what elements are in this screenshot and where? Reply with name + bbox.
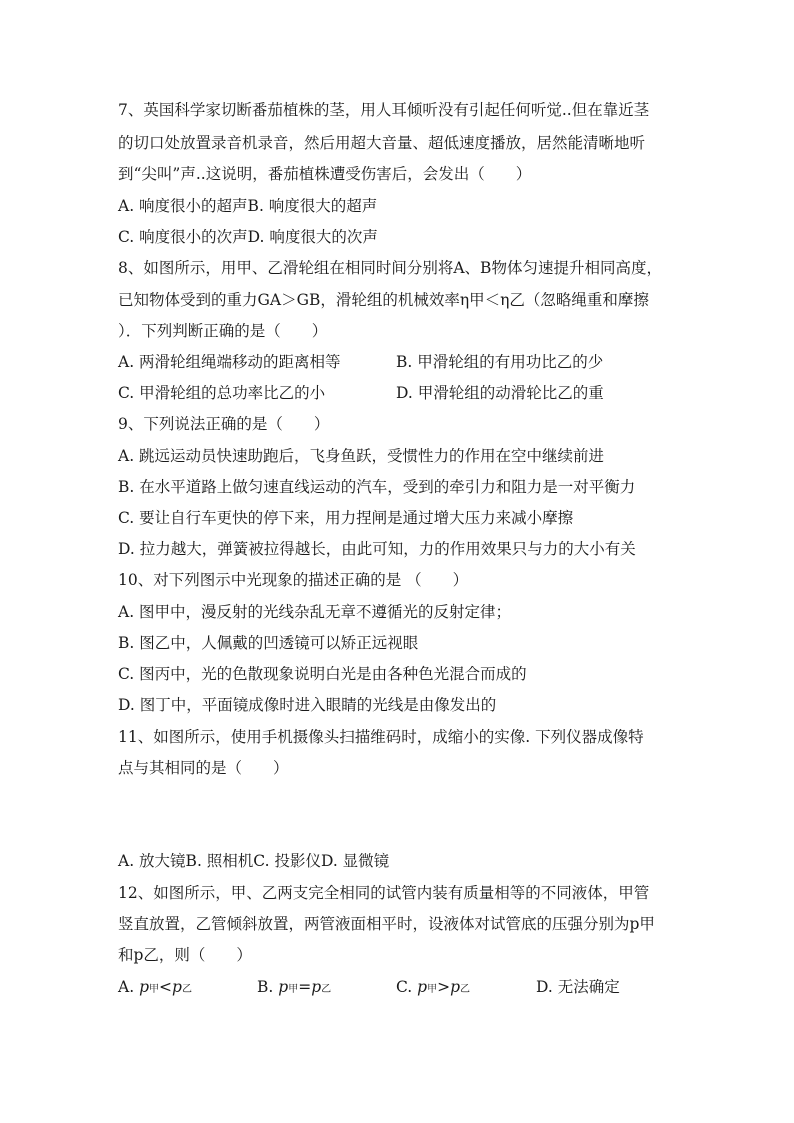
- q7-option-cd: C. 响度很小的次声D. 响度很大的次声: [118, 228, 378, 246]
- q8-line-3: ）．下列判断正确的是（ ）: [118, 322, 328, 340]
- q7-option-ab: A. 响度很小的超声B. 响度很大的超声: [118, 197, 378, 215]
- q10-option-c: C. 图丙中，光的色散现象说明白光是由各种色光混合而成的: [118, 665, 527, 683]
- q12-option-a-sub2: 乙: [181, 984, 192, 995]
- q8-option-d: D. 甲滑轮组的动滑轮比乙的重: [396, 384, 604, 402]
- q12-option-b-relation: =: [298, 978, 312, 996]
- q9-option-d: D. 拉力越大，弹簧被拉得越长，由此可知，力的作用效果只与力的大小有关: [118, 540, 636, 558]
- q12-line-2: 竖直放置，乙管倾斜放置，两管液面相平时，设液体对试管底的压强分别为p甲: [118, 915, 655, 933]
- q12-option-a-sub1: 甲: [149, 984, 159, 995]
- q9-option-c: C. 要让自行车更快的停下来，用力捏闸是通过增大压力来减小摩擦: [118, 509, 574, 527]
- q9-option-a: A. 跳远运动员快速助跑后，飞身鱼跃，受惯性力的作用在空中继续前进: [118, 447, 605, 465]
- q7-line-2: 的切口处放置录音机录音，然后用超大音量、超低速度播放，居然能清晰地听: [118, 134, 646, 152]
- q8-option-b: B. 甲滑轮组的有用功比乙的少: [396, 353, 604, 371]
- q12-option-c-sub1: 甲: [427, 984, 438, 995]
- q12-option-c: [396, 977, 470, 1000]
- q11-line-1: 11、如图所示，使用手机摄像头扫描维码时，成缩小的实像. 下列仪器成像特: [118, 728, 644, 746]
- q12-option-a: [118, 977, 192, 1000]
- q12-line-3: 和p乙，则（ ）: [118, 946, 252, 964]
- q9-line-1: 9、下列说法正确的是（ ）: [118, 415, 330, 433]
- q12-option-d: D. 无法确定: [536, 978, 620, 996]
- q11-options: A. 放大镜B. 照相机C. 投影仪D. 显微镜: [118, 852, 390, 870]
- q12-option-a-p1: p: [139, 978, 149, 996]
- q12-option-b-p2: p: [311, 978, 322, 996]
- q12-option-c-relation: >: [437, 978, 451, 996]
- q12-option-c-sub2: 乙: [460, 984, 471, 995]
- q10-option-a: A. 图甲中，漫反射的光线杂乱无章不遵循光的反射定律；: [118, 603, 512, 621]
- q9-option-b: B. 在水平道路上做匀速直线运动的汽车，受到的牵引力和阻力是一对平衡力: [118, 478, 636, 496]
- q10-line-1: 10、对下列图示中光现象的描述正确的是 （ ）: [118, 571, 469, 589]
- q12-option-a-p2: p: [172, 978, 182, 996]
- q12-option-b-sub2: 乙: [321, 984, 332, 995]
- q12-option-c-p1: p: [417, 978, 428, 996]
- q8-option-a: A. 两滑轮组绳端移动的距离相等: [118, 353, 341, 371]
- q12-option-b: [257, 977, 331, 1000]
- q11-line-2: 点与其相同的是（ ）: [118, 759, 289, 777]
- q12-option-a-relation: <: [159, 978, 172, 996]
- q12-line-1: 12、如图所示，甲、乙两支完全相同的试管内装有质量相等的不同液体，甲管: [118, 884, 650, 902]
- q10-option-b: B. 图乙中，人佩戴的凹透镜可以矫正远视眼: [118, 634, 419, 652]
- q8-line-1: 8、如图所示，用甲、乙滑轮组在相同时间分别将A、B物体匀速提升相同高度，: [118, 259, 662, 277]
- q12-option-a-label: A.: [118, 978, 135, 996]
- q8-line-2: 已知物体受到的重力GA＞GB，滑轮组的机械效率η甲＜η乙（忽略绳重和摩擦: [118, 291, 649, 309]
- q12-option-c-label: C.: [396, 978, 413, 996]
- q12-option-b-p1: p: [278, 978, 289, 996]
- q7-line-3: 到“尖叫”声..这说明，番茄植株遭受伤害后，会发出（ ）: [118, 165, 532, 183]
- q10-option-d: D. 图丁中，平面镜成像时进入眼睛的光线是由像发出的: [118, 696, 497, 714]
- q12-option-c-p2: p: [450, 978, 461, 996]
- q8-option-c: C. 甲滑轮组的总功率比乙的小: [118, 384, 326, 402]
- q12-option-b-label: B.: [257, 978, 274, 996]
- q7-line-1: 7、英国科学家切断番茄植株的茎，用人耳倾听没有引起任何听觉..但在靠近茎: [118, 101, 650, 119]
- q12-option-b-sub1: 甲: [288, 984, 299, 995]
